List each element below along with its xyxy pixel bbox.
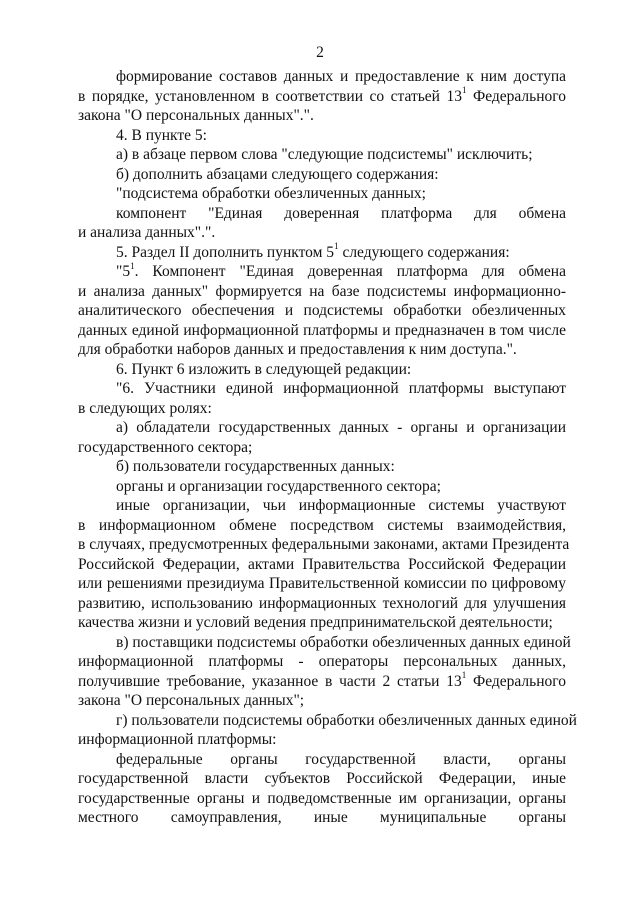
text-line: [78, 262, 566, 282]
text-line: данных единой информационной платформы и предназначен в том числе: [78, 321, 566, 339]
text-line: органы и организации государственного сектора;: [116, 477, 441, 495]
text-line: формирование составов данных и предоставление к ним доступа: [116, 68, 566, 85]
text-line: информационной платформы:: [78, 731, 277, 748]
text-line: а) обладатели государственных данных - органы и организации: [116, 419, 566, 436]
paragraph-p11: [78, 418, 566, 457]
paragraph-p15: [78, 633, 571, 711]
superscript: 1: [334, 241, 339, 252]
text-line: 6. Пункт 6 изложить в следующей редакции:: [116, 360, 412, 378]
text-line: в случаях, предусмотренных федеральными законами, актами Президента: [78, 536, 570, 553]
paragraph-p16: [78, 711, 577, 750]
text-line: местного самоуправления, иные муниципальные органы: [78, 809, 566, 826]
text-line: развитию, использованию информационных технологий для улучшения: [78, 594, 566, 612]
text-segment: 5. Раздел II дополнить пунктом 5: [116, 243, 335, 261]
paragraph-p4: [78, 165, 566, 185]
text-line: б) дополнить абзацами следующего содержания:: [116, 165, 439, 183]
text-line: а) в абзаце первом слова "следующие подсистемы" исключить;: [116, 146, 533, 163]
text-line: компонент "Единая доверенная платформа для обмена: [116, 204, 566, 222]
text-segment: Федерального: [466, 672, 566, 690]
text-line: б) пользователи государственных данных:: [116, 458, 395, 475]
text-line: 4. В пункте 5:: [116, 126, 207, 144]
text-line: в следующих ролях:: [78, 399, 212, 417]
text-line: [78, 243, 566, 263]
superscript: 1: [461, 670, 467, 681]
text-segment: следующего содержания:: [338, 243, 510, 261]
paragraph-p1: [78, 67, 566, 126]
superscript: 1: [130, 260, 135, 271]
text-line: качества жизни и условий ведения предпринимательской деятельности;: [78, 614, 553, 631]
text-line: федеральные органы государственной власти, органы: [116, 750, 566, 768]
paragraph-p6: [78, 204, 566, 243]
paragraph-p9: [78, 360, 566, 380]
text-segment: "5: [116, 263, 131, 280]
text-line: государственной власти субъектов Российской Федерации, иные: [78, 770, 566, 787]
paragraph-p17: [78, 750, 566, 828]
text-line: г) пользователи подсистемы обработки обезличенных данных единой: [116, 711, 577, 729]
text-line: Российской Федерации, актами Правительства Российской Федерации: [78, 555, 566, 573]
text-line: [78, 87, 566, 107]
paragraph-p12: [78, 457, 566, 477]
text-line: иные организации, чьи информационные системы участвуют: [116, 497, 566, 514]
text-line: или решениями президиума Правительственной комиссии по цифровому: [78, 575, 566, 592]
paragraph-p2: [78, 126, 566, 146]
paragraph-p10: [78, 379, 566, 418]
text-segment: получившие требование, указанное в части 2 статьи 13: [78, 672, 462, 690]
text-line: [78, 672, 566, 692]
paragraph-p3: [78, 145, 566, 165]
superscript: 1: [461, 85, 467, 96]
text-line: государственного сектора;: [78, 438, 253, 456]
text-line: в) поставщики подсистемы обработки обезличенных данных единой: [116, 633, 571, 651]
document-body: [78, 67, 577, 828]
text-segment: Федерального: [466, 87, 566, 105]
text-line: и анализа данных".".: [78, 224, 216, 241]
paragraph-p13: [78, 477, 566, 497]
text-line: и анализа данных" формируется на базе подсистемы информационно-: [78, 282, 566, 300]
text-line: "подсистема обработки обезличенных данных;: [116, 185, 426, 202]
text-line: для обработки наборов данных и предоставления к ним доступа.".: [78, 341, 517, 358]
text-line: закона "О персональных данных";: [78, 692, 305, 709]
text-line: в информационном обмене посредством системы взаимодействия,: [78, 516, 566, 534]
text-line: государственные органы и подведомственные им организации, органы: [78, 789, 566, 807]
text-line: "6. Участники единой информационной платформы выступают: [116, 380, 566, 397]
text-line: аналитического обеспечения и подсистемы обработки обезличенных: [78, 302, 566, 319]
text-segment: . Компонент "Единая доверенная платформа для обмена: [134, 263, 566, 280]
text-segment: в порядке, установленном в соответствии со статьей 13: [78, 87, 462, 105]
page-number: 2: [316, 44, 324, 61]
paragraph-p8: [78, 262, 566, 360]
text-line: информационной платформы - операторы персональных данных,: [78, 653, 566, 670]
paragraph-p5: [78, 184, 566, 204]
paragraph-p7: [78, 243, 566, 263]
paragraph-p14: [78, 496, 570, 633]
text-line: закона "О персональных данных".".: [78, 107, 314, 124]
